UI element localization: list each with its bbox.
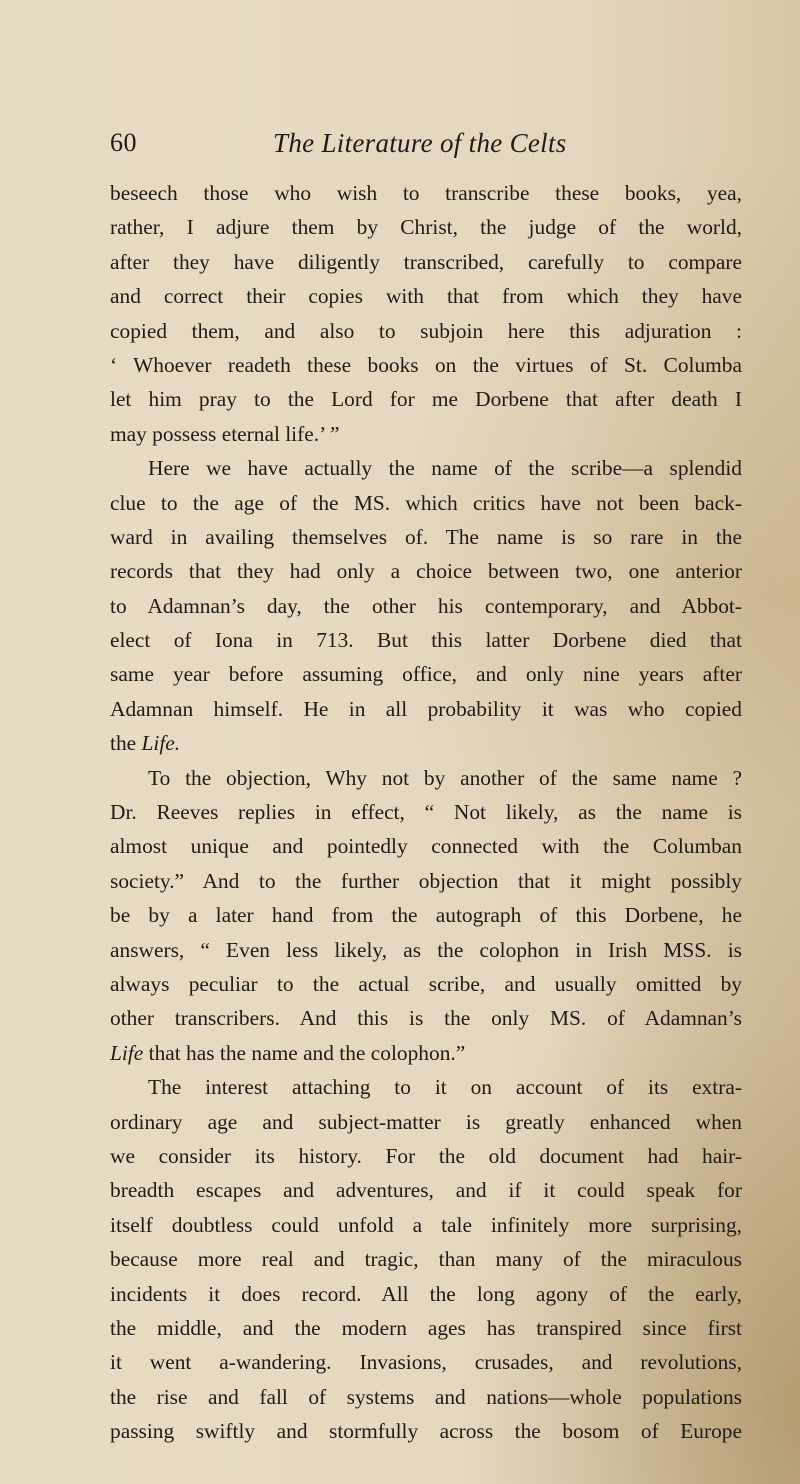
text-line: let him pray to the Lord for me Dorbene that after death I	[110, 387, 742, 412]
text-line: itself doubtless could unfold a tale infinitely more surprising,	[110, 1212, 742, 1237]
text-line: beseech those who wish to transcribe these books, yea,	[110, 181, 742, 205]
text-line: passing swiftly and stormfully across the bosom of Europe	[110, 1419, 742, 1444]
text-line: rather, I adjure them by Christ, the judge of the world,	[110, 215, 742, 240]
text-line: because more real and tragic, than many of the miraculous	[110, 1247, 742, 1272]
text-line: ward in availing themselves of. The name is so rare in the	[110, 524, 742, 549]
text-line: always peculiar to the actual scribe, and usually omitted by	[110, 971, 742, 996]
text-line: ordinary age and subject-matter is greatly enhanced when	[110, 1109, 742, 1134]
text-line: and correct their copies with that from which they have	[110, 284, 742, 309]
text-line: ‘ Whoever readeth these books on the virtues of St. Columba	[110, 352, 742, 377]
text-line: same year before assuming office, and only nine years after	[110, 662, 742, 687]
text-line-paragraph-start: Here we have actually the name of the scribe—a splendid	[148, 456, 742, 481]
text-line: the rise and fall of systems and nations—whole populations	[110, 1384, 742, 1409]
text-line-paragraph-end	[110, 726, 742, 760]
text-run: that has the name and the colophon.”	[143, 1040, 466, 1065]
italic-title: Life.	[141, 731, 181, 756]
text-line: almost unique and pointedly connected with the Columban	[110, 834, 742, 859]
text-line-paragraph-end: may possess eternal life.’ ”	[110, 421, 340, 446]
text-line-paragraph-end	[110, 1036, 742, 1070]
running-head	[110, 128, 750, 168]
text-line: copied them, and also to subjoin here this adjuration :	[110, 318, 742, 343]
text-line: incidents it does record. All the long agony of the early,	[110, 1281, 742, 1306]
text-line: Adamnan himself. He in all probability it was who copied	[110, 696, 742, 721]
page-number: 60	[110, 128, 137, 157]
text-line: the middle, and the modern ages has transpired since first	[110, 1315, 742, 1340]
text-line: it went a-wandering. Invasions, crusades, and revolutions,	[110, 1350, 742, 1375]
text-line: answers, “ Even less likely, as the colophon in Irish MSS. is	[110, 937, 742, 962]
text-line: breadth escapes and adventures, and if it could speak for	[110, 1178, 742, 1203]
text-line: be by a later hand from the autograph of this Dorbene, he	[110, 903, 742, 928]
text-line-paragraph-start: To the objection, Why not by another of the same name ?	[148, 765, 742, 790]
body-text	[110, 176, 742, 1448]
text-line: to Adamnan’s day, the other his contemporary, and Abbot-	[110, 593, 742, 618]
text-line: clue to the age of the MS. which critics have not been back-	[110, 490, 742, 515]
text-line: Dr. Reeves replies in effect, “ Not likely, as the name is	[110, 800, 742, 825]
text-line: after they have diligently transcribed, carefully to compare	[110, 249, 742, 274]
text-run: the	[110, 731, 142, 756]
text-line: elect of Iona in 713. But this latter Dorbene died that	[110, 628, 742, 653]
text-line-paragraph-start: The interest attaching to it on account of its extra-	[148, 1075, 742, 1100]
text-line: records that they had only a choice between two, one anterior	[110, 559, 742, 584]
italic-title: Life	[110, 1040, 144, 1065]
text-line: other transcribers. And this is the only MS. of Adamnan’s	[110, 1006, 742, 1031]
text-line: we consider its history. For the old document had hair-	[110, 1143, 742, 1168]
running-title: The Literature of the Celts	[273, 128, 567, 158]
text-line: society.” And to the further objection that it might possibly	[110, 868, 742, 893]
